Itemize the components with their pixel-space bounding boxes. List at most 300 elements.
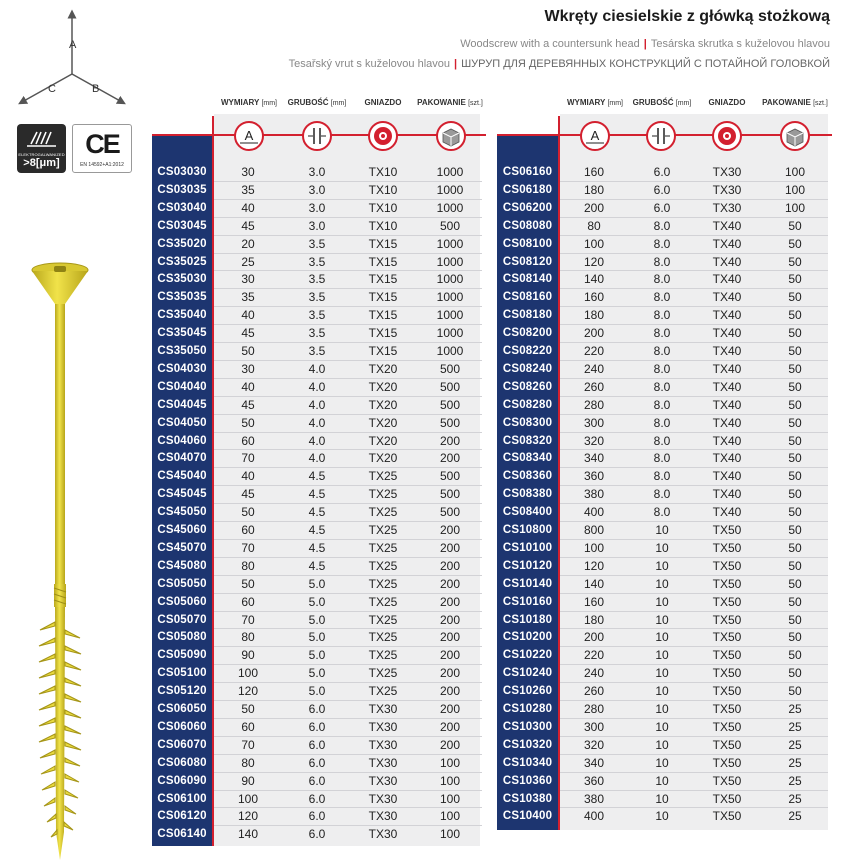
row-divider — [560, 324, 828, 325]
table-row — [152, 718, 484, 736]
row-divider — [560, 682, 828, 683]
row-divider — [560, 575, 828, 576]
socket-value: TX25 — [368, 612, 398, 627]
socket-value: TX50 — [712, 648, 742, 663]
packaging-value: 1000 — [436, 200, 464, 215]
dimension-value: 320 — [583, 433, 605, 448]
product-code: CS10380 — [502, 792, 553, 805]
socket-value: TX30 — [368, 791, 398, 806]
product-code: CS04040 — [157, 380, 207, 393]
dimension-value: 380 — [583, 487, 605, 502]
product-code: CS08160 — [502, 291, 553, 304]
dimension-value: 100 — [237, 791, 259, 806]
dimension-value: 80 — [241, 558, 255, 573]
dimension-value: 300 — [583, 415, 605, 430]
product-code: CS06180 — [502, 183, 553, 196]
galvanized-label: ELEKTROGALWANIZED — [18, 152, 65, 157]
table-row — [497, 611, 830, 629]
socket-value: TX25 — [368, 684, 398, 699]
col-socket-label: GNIAZDO — [364, 98, 402, 107]
product-code: CS08400 — [502, 506, 553, 519]
packaging-value: 50 — [788, 433, 802, 448]
product-code: CS10120 — [502, 559, 553, 572]
dimension-value: 200 — [583, 200, 605, 215]
product-code: CS08320 — [502, 434, 553, 447]
thickness-value: 4.0 — [308, 415, 326, 430]
product-code: CS10400 — [502, 810, 553, 823]
table-row — [152, 163, 484, 181]
socket-value: TX15 — [368, 290, 398, 305]
row-divider — [560, 646, 828, 647]
packaging-value: 500 — [439, 397, 461, 412]
table-row — [497, 557, 830, 575]
product-code: CS08100 — [502, 237, 553, 250]
dimension-value: 70 — [241, 612, 255, 627]
row-divider — [214, 575, 482, 576]
row-divider — [560, 449, 828, 450]
product-code: CS10200 — [502, 631, 553, 644]
socket-value: TX25 — [368, 576, 398, 591]
packaging-value: 500 — [439, 415, 461, 430]
dimension-value: 180 — [583, 182, 605, 197]
table-row — [152, 807, 484, 825]
thickness-value: 10 — [655, 702, 669, 716]
thickness-value: 8.0 — [653, 326, 671, 341]
thickness-value: 10 — [655, 612, 669, 627]
title-sk: Tesárska skrutka s kuželovou hlavou — [650, 38, 830, 50]
socket-value: TX30 — [368, 719, 398, 734]
col-header-socket-right — [694, 98, 760, 107]
col-header-dim-right — [560, 98, 630, 107]
thickness-value: 6.0 — [653, 165, 671, 179]
table-row — [497, 181, 830, 199]
table-row — [152, 378, 484, 396]
packaging-value: 500 — [439, 361, 461, 376]
dimension-value: 220 — [583, 344, 605, 358]
dimension-value: 25 — [241, 254, 255, 269]
socket-value: TX50 — [712, 791, 742, 806]
product-code: CS45050 — [157, 506, 207, 519]
thickness-value: 8.0 — [653, 344, 671, 358]
product-code: CS06140 — [157, 828, 207, 841]
packaging-value: 50 — [788, 272, 802, 287]
row-divider — [560, 503, 828, 504]
thickness-value: 8.0 — [653, 469, 671, 484]
row-divider — [560, 611, 828, 612]
packaging-value: 50 — [788, 361, 802, 376]
thickness-value: 6.0 — [308, 755, 326, 770]
col-thick-unit: [mm] — [330, 100, 347, 107]
product-code: CS03045 — [157, 219, 207, 232]
packaging-value: 100 — [784, 182, 806, 197]
table-row — [152, 485, 484, 503]
packaging-value: 50 — [788, 594, 802, 609]
table-row — [152, 449, 484, 467]
row-divider — [214, 718, 482, 719]
dimension-value: 400 — [583, 809, 605, 824]
socket-value: TX30 — [712, 200, 742, 215]
packaging-value: 25 — [788, 791, 802, 806]
product-code: CS08340 — [502, 452, 553, 465]
row-divider — [560, 288, 828, 289]
product-code: CS10300 — [502, 720, 553, 733]
row-divider — [214, 557, 482, 558]
row-divider — [214, 593, 482, 594]
thickness-value: 8.0 — [653, 433, 671, 448]
packaging-value: 200 — [439, 594, 461, 609]
thickness-value: 8.0 — [653, 361, 671, 376]
packaging-value: 50 — [788, 254, 802, 269]
row-divider — [560, 593, 828, 594]
packaging-value: 200 — [439, 451, 461, 466]
product-code: CS08300 — [502, 416, 553, 429]
row-divider — [214, 772, 482, 773]
dimension-value: 100 — [237, 666, 259, 681]
socket-value: TX20 — [368, 451, 398, 466]
dimension-icon-letter: A — [244, 128, 254, 143]
table-row — [497, 539, 830, 557]
table-row — [152, 682, 484, 700]
product-code: CS10340 — [502, 756, 553, 769]
table-row — [497, 485, 830, 503]
dimension-value: 300 — [583, 719, 605, 734]
thickness-value: 6.0 — [653, 182, 671, 197]
product-code: CS03030 — [157, 166, 207, 178]
row-divider — [560, 378, 828, 379]
socket-value: TX30 — [368, 773, 398, 788]
socket-value: TX10 — [368, 165, 398, 179]
table-row — [497, 700, 830, 718]
thickness-value: 3.0 — [308, 200, 326, 215]
table-row — [152, 235, 484, 253]
dimension-value: 140 — [583, 272, 605, 287]
packaging-value: 200 — [439, 558, 461, 573]
dimension-value: 60 — [241, 433, 255, 448]
socket-value: TX15 — [368, 254, 398, 269]
table-row — [152, 790, 484, 808]
socket-value: TX50 — [712, 576, 742, 591]
product-code: CS10360 — [502, 774, 553, 787]
col-dim-label: WYMIARY — [220, 98, 260, 107]
table-row — [152, 557, 484, 575]
table-row — [497, 575, 830, 593]
socket-value: TX25 — [368, 558, 398, 573]
table-row — [497, 288, 830, 306]
product-code: CS10800 — [502, 524, 553, 536]
packaging-value: 200 — [439, 630, 461, 645]
thickness-value: 10 — [655, 594, 669, 609]
socket-value: TX40 — [712, 290, 742, 305]
dimension-value: 360 — [583, 469, 605, 484]
table-row — [497, 324, 830, 342]
title-ru: ШУРУП ДЛЯ ДЕРЕВЯННЫХ КОНСТРУКЦИЙ С ПОТАЙНОЙ ГОЛОВКОЙ — [461, 58, 830, 70]
col-thick-label: GRUBOŚĆ — [287, 98, 329, 107]
row-divider — [214, 467, 482, 468]
thickness-value: 10 — [655, 648, 669, 663]
table-row — [497, 521, 830, 539]
packaging-value: 1000 — [436, 290, 464, 305]
table-row — [152, 360, 484, 378]
table-row — [497, 790, 830, 808]
product-code: CS10220 — [502, 649, 553, 662]
col-header-dim — [214, 98, 284, 107]
dimension-value: 60 — [241, 719, 255, 734]
socket-value: TX50 — [712, 594, 742, 609]
table-row — [497, 378, 830, 396]
socket-value: TX40 — [712, 254, 742, 269]
socket-value: TX50 — [712, 684, 742, 699]
table-row — [497, 306, 830, 324]
dimension-value: 50 — [241, 702, 255, 716]
row-divider — [560, 432, 828, 433]
packaging-value: 50 — [788, 326, 802, 341]
packaging-value: 25 — [788, 755, 802, 770]
thickness-value: 3.0 — [308, 218, 326, 233]
socket-value: TX40 — [712, 433, 742, 448]
packaging-value: 200 — [439, 666, 461, 681]
table-row — [152, 503, 484, 521]
table-row — [497, 467, 830, 485]
socket-value: TX30 — [368, 755, 398, 770]
table-row — [152, 646, 484, 664]
col-pack-label: PAKOWANIE — [762, 98, 811, 107]
thickness-value: 5.0 — [308, 684, 326, 699]
socket-value: TX25 — [368, 469, 398, 484]
dimension-value: 260 — [583, 379, 605, 394]
dimension-value: 70 — [241, 540, 255, 555]
dimension-value: 200 — [583, 630, 605, 645]
thickness-value: 8.0 — [653, 290, 671, 305]
table-row — [152, 825, 484, 843]
thickness-value: 3.5 — [308, 344, 326, 358]
socket-value: TX50 — [712, 773, 742, 788]
dimension-value: 45 — [241, 487, 255, 502]
thickness-value: 3.5 — [308, 308, 326, 323]
packaging-value: 500 — [439, 505, 461, 520]
socket-value: TX40 — [712, 505, 742, 520]
thickness-value: 8.0 — [653, 397, 671, 412]
packaging-value: 25 — [788, 737, 802, 752]
socket-value: TX50 — [712, 612, 742, 627]
table-row — [152, 664, 484, 682]
dimension-value: 180 — [583, 612, 605, 627]
col-pack-unit: [szt.] — [813, 100, 828, 107]
thickness-icon — [646, 121, 676, 151]
packaging-value: 25 — [788, 719, 802, 734]
table-row — [152, 396, 484, 414]
table-row — [497, 807, 830, 825]
thickness-value: 10 — [655, 666, 669, 681]
product-code: CS06090 — [157, 774, 207, 787]
packaging-value: 50 — [788, 487, 802, 502]
table-row — [497, 270, 830, 288]
socket-value: TX25 — [368, 540, 398, 555]
col-socket-label: GNIAZDO — [708, 98, 746, 107]
table-row — [152, 414, 484, 432]
row-divider — [214, 485, 482, 486]
product-code: CS08120 — [502, 255, 553, 268]
socket-value: TX15 — [368, 344, 398, 358]
dimension-value: 35 — [241, 290, 255, 305]
packaging-value: 1000 — [436, 254, 464, 269]
product-code: CS08360 — [502, 470, 553, 483]
thickness-value: 4.0 — [308, 433, 326, 448]
row-divider — [560, 199, 828, 200]
table-row — [152, 593, 484, 611]
row-divider — [560, 772, 828, 773]
dimension-value: 40 — [241, 469, 255, 484]
title-separator: | — [454, 58, 458, 70]
product-code: CS45070 — [157, 541, 207, 554]
socket-value: TX15 — [368, 326, 398, 341]
packaging-value: 50 — [788, 397, 802, 412]
product-code: CS35030 — [157, 273, 207, 286]
packaging-value: 50 — [788, 469, 802, 484]
row-divider — [214, 181, 482, 182]
row-divider — [214, 682, 482, 683]
socket-value: TX20 — [368, 361, 398, 376]
dimension-value: 30 — [241, 165, 255, 179]
dimension-value: 400 — [583, 505, 605, 520]
ce-standard: EN 14592+A1:2012 — [80, 162, 124, 168]
table-row — [497, 736, 830, 754]
product-code: CS08220 — [502, 345, 553, 357]
table-row — [497, 682, 830, 700]
row-divider — [560, 235, 828, 236]
socket-value: TX10 — [368, 182, 398, 197]
socket-value: TX40 — [712, 469, 742, 484]
table-row — [497, 664, 830, 682]
dimension-value: 160 — [583, 290, 605, 305]
product-code: CS35040 — [157, 309, 207, 322]
socket-value: TX50 — [712, 666, 742, 681]
package-box-icon — [780, 121, 810, 151]
socket-value: TX20 — [368, 397, 398, 412]
socket-value: TX20 — [368, 379, 398, 394]
socket-value: TX30 — [712, 182, 742, 197]
thickness-value: 5.0 — [308, 648, 326, 663]
table-row — [152, 342, 484, 360]
thickness-value: 8.0 — [653, 379, 671, 394]
col-header-socket — [350, 98, 416, 107]
product-code: CS08200 — [502, 327, 553, 340]
axis-label-c: C — [48, 83, 56, 95]
table-row — [152, 772, 484, 790]
socket-value: TX50 — [712, 737, 742, 752]
dimension-icon-letter: A — [590, 128, 600, 143]
row-divider — [560, 664, 828, 665]
socket-value: TX40 — [712, 308, 742, 323]
table-row — [152, 611, 484, 629]
subtitle-en-sk — [460, 38, 830, 50]
ce-mark: CE — [85, 129, 119, 159]
thickness-value: 10 — [655, 540, 669, 555]
packaging-value: 200 — [439, 576, 461, 591]
thickness-value: 6.0 — [308, 809, 326, 824]
table-row — [152, 432, 484, 450]
thickness-value: 6.0 — [308, 791, 326, 806]
axis-label-b: B — [92, 83, 100, 95]
table-row — [152, 306, 484, 324]
thickness-value: 3.5 — [308, 272, 326, 287]
dimension-value: 45 — [241, 326, 255, 341]
packaging-value: 50 — [788, 576, 802, 591]
table-row — [152, 270, 484, 288]
packaging-value: 1000 — [436, 165, 464, 179]
dimension-value: 50 — [241, 344, 255, 358]
dimension-value: 140 — [583, 576, 605, 591]
dimension-value: 220 — [583, 648, 605, 663]
packaging-value: 500 — [439, 487, 461, 502]
product-code: CS06100 — [157, 792, 207, 805]
row-divider — [214, 414, 482, 415]
col-dim-unit: [mm] — [261, 100, 278, 107]
dimension-value: 60 — [241, 594, 255, 609]
thickness-value: 3.5 — [308, 326, 326, 341]
row-divider — [214, 270, 482, 271]
table-row — [152, 288, 484, 306]
package-box-icon — [436, 121, 466, 151]
dimension-value: 35 — [241, 182, 255, 197]
row-divider — [560, 754, 828, 755]
dimension-value: 80 — [241, 755, 255, 770]
packaging-value: 200 — [439, 702, 461, 716]
product-code: CS06060 — [157, 720, 207, 733]
thickness-value: 10 — [655, 684, 669, 699]
socket-value: TX20 — [368, 433, 398, 448]
packaging-value: 25 — [788, 809, 802, 824]
packaging-value: 50 — [788, 505, 802, 520]
col-header-packaging — [416, 98, 484, 107]
table-row — [497, 503, 830, 521]
packaging-value: 50 — [788, 451, 802, 466]
product-code: CS04050 — [157, 416, 207, 429]
socket-value: TX30 — [368, 737, 398, 752]
packaging-value: 1000 — [436, 308, 464, 323]
socket-value: TX40 — [712, 344, 742, 358]
table-row — [497, 628, 830, 646]
thickness-value: 4.5 — [308, 540, 326, 555]
thickness-value: 8.0 — [653, 505, 671, 520]
row-divider — [214, 306, 482, 307]
row-divider — [560, 790, 828, 791]
ce-badge — [72, 124, 132, 173]
packaging-value: 50 — [788, 308, 802, 323]
thickness-value: 4.5 — [308, 558, 326, 573]
table-row — [152, 754, 484, 772]
dimension-value: 50 — [241, 576, 255, 591]
product-code: CS04030 — [157, 362, 207, 375]
torx-socket-icon — [712, 121, 742, 151]
thickness-value: 5.0 — [308, 630, 326, 645]
dimension-value: 90 — [241, 648, 255, 663]
product-code: CS10260 — [502, 685, 553, 698]
packaging-value: 50 — [788, 415, 802, 430]
table-row — [497, 414, 830, 432]
socket-value: TX50 — [712, 755, 742, 770]
socket-value: TX25 — [368, 487, 398, 502]
packaging-value: 100 — [784, 165, 806, 179]
product-code: CS45080 — [157, 559, 207, 572]
dimension-value: 800 — [583, 523, 605, 537]
socket-value: TX50 — [712, 630, 742, 645]
table-row — [497, 593, 830, 611]
packaging-value: 50 — [788, 344, 802, 358]
socket-value: TX15 — [368, 236, 398, 251]
row-divider — [560, 181, 828, 182]
row-divider — [214, 503, 482, 504]
row-divider — [560, 521, 828, 522]
